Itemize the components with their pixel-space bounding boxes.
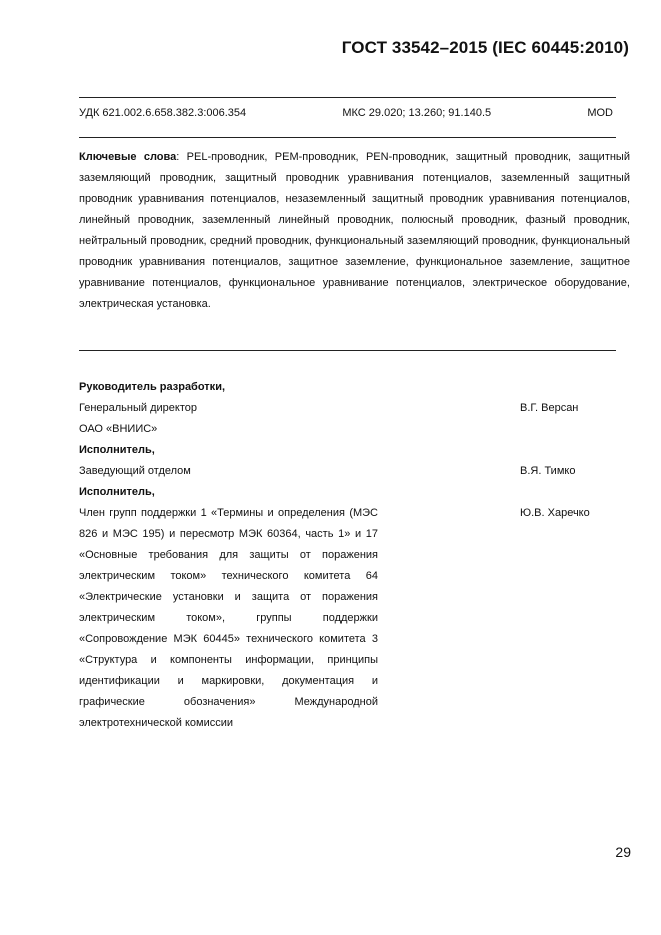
head-organization: ОАО «ВНИИС» [79, 423, 158, 435]
head-title: Руководитель разработки, [79, 381, 226, 393]
executor-1-title: Исполнитель, [79, 444, 155, 456]
keywords-top-divider [79, 137, 616, 138]
executor-2-position: Член групп поддержки 1 «Термины и определения (МЭС 826 и МЭС 195) и пересмотр МЭК 60364, часть 1» и 17 «Основные требования для защиты от поражения электрическим током» технического комитета 64 «Электрические установки и защита от поражения электрическим током», группы поддержки «Сопровождение МЭК 60445» технического комитета 3 «Структура и компоненты информации, принципы идентификации и маркировки, документация и графические обозначения» Международной электротехнической комиссии [79, 507, 378, 729]
udk-code: УДК 621.002.6.658.382.3:006.354 [79, 107, 247, 119]
mks-code: МКС 29.020; 13.260; 91.140.5 [342, 107, 492, 119]
keywords-label: Ключевые слова [79, 151, 177, 163]
keywords-bottom-divider [79, 350, 616, 351]
classification-row [79, 107, 613, 119]
mod-label: MOD [587, 107, 613, 119]
keywords-text: : PEL-проводник, PEM-проводник, PEN-проводник, защитный проводник, защитный заземляющий проводник, защитный проводник уравнивания потенциалов, заземленный защитный проводник уравнивания потенциалов, незаземленный защитный проводник уравнивания потенциалов, линейный проводник, заземленный линейный проводник, полюсный проводник, фазный проводник, нейтральный проводник, средний проводник, функциональный заземляющий проводник, функциональный проводник уравнивания потенциалов, защитное заземление, функциональное заземление, защитное уравнивание потенциалов, функциональное уравнивание потенциалов, электрическое оборудование, электрическая установка. [79, 151, 630, 310]
top-divider [79, 97, 616, 98]
head-name: В.Г. Версан [520, 402, 579, 414]
page-number: 29 [615, 844, 631, 860]
executor-1-name: В.Я. Тимко [520, 465, 576, 477]
head-position: Генеральный директор [79, 402, 197, 414]
document-header-title: ГОСТ 33542–2015 (IEC 60445:2010) [341, 38, 629, 57]
executor-2-title: Исполнитель, [79, 486, 155, 498]
executor-2-name: Ю.В. Харечко [520, 507, 590, 519]
keywords-paragraph [79, 147, 630, 315]
executor-1-position: Заведующий отделом [79, 465, 191, 477]
